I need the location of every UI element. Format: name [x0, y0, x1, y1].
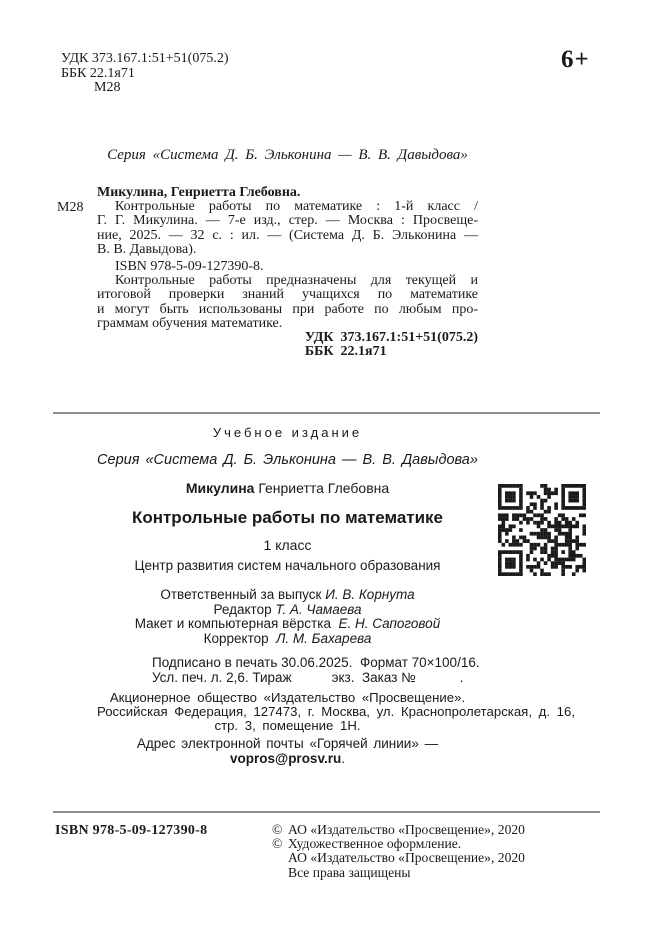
bbk-number: ББК 22.1я71 [61, 65, 135, 81]
udc-number: УДК 373.167.1:51+51(075.2) [61, 51, 229, 66]
isbn-line: ISBN 978-5-09-127390-8. [115, 259, 264, 275]
imprint-author [97, 480, 478, 496]
publisher-line: стр. 3, помещение 1Н. [214, 718, 361, 734]
copyright-line: Все права защищены [288, 864, 411, 880]
staff-line: Редактор Т. А. Чамаева [213, 601, 362, 617]
card-author-heading: Микулина, Генриетта Глебовна. [97, 185, 301, 200]
bib-line: ние, 2025. — 32 с. : ил. — (Система Д. Б. Эльконина — [97, 227, 478, 243]
annotation-line: граммам обучения математике. [97, 315, 283, 331]
print-line-1: Подписано в печать 30.06.2025. Формат 70×100/16. [152, 655, 480, 670]
copyright-line: АО «Издательство «Просвещение», 2020 [288, 850, 525, 866]
publisher-address [97, 690, 575, 734]
edition-kind: Учебное издание [212, 425, 363, 440]
bib-line: Контрольные работы по математике : 1-й класс / [115, 199, 478, 215]
bbk-number-right: ББК 22.1я71 [304, 344, 387, 360]
hotline-email-line: Адрес электронной почты «Горячей линии» — vopros@prosv.ru. [136, 736, 444, 766]
author-name: Генриетта Глебовна [254, 480, 390, 496]
publisher-line: Российская Федерация, 127473, г. Москва, ул. Краснопролетарская, д. 16, [97, 704, 575, 720]
copyright-block [272, 823, 525, 880]
catalogue-card [57, 185, 478, 360]
print-data [152, 656, 480, 685]
udc-number-right: УДК 373.167.1:51+51(075.2) [304, 330, 478, 346]
print-line-2: Усл. печ. л. 2,6. Тираж экз. Заказ № . [152, 669, 464, 685]
divider-bottom [53, 811, 600, 813]
bib-line: В. В. Давыдова). [97, 241, 197, 257]
footer-isbn: ISBN 978-5-09-127390-8 [55, 823, 208, 838]
author-sign-margin: М28 [57, 200, 84, 215]
divider-top [53, 412, 600, 414]
annotation-line: итоговой проверки знаний учащихся по математике [97, 287, 478, 303]
author-sign: М28 [94, 80, 121, 96]
catalogue-numbers [61, 52, 229, 96]
hotline-email: vopros@prosv.ru [230, 751, 342, 766]
age-rating-badge: 6+ [561, 46, 590, 73]
staff-line: Корректор Л. М. Бахарева [203, 630, 372, 646]
copyright-line: © Художественное оформление. [272, 836, 462, 852]
udc-bbk-block [305, 331, 478, 359]
qr-code [498, 484, 586, 576]
staff-line: Макет и компьютерная вёрстка Е. Н. Сапоговой [134, 616, 441, 632]
author-surname: Микулина [185, 480, 255, 496]
development-center: Центр развития систем начального образования [134, 558, 441, 573]
book-title: Контрольные работы по математике [131, 508, 444, 527]
staff-list [97, 588, 478, 646]
publisher-line: Акционерное общество «Издательство «Просвещение». [109, 690, 466, 705]
copyright-line: © АО «Издательство «Просвещение», 2020 [272, 822, 525, 837]
bib-line: Г. Г. Микулина. — 7-е изд., стер. — Москва : Просвеще- [97, 213, 478, 229]
series-line-imprint: Серия «Система Д. Б. Эльконина — В. В. Давыдова» [97, 452, 478, 468]
grade-line: 1 класс [263, 537, 312, 553]
series-line-top: Серия «Система Д. Б. Эльконина — В. В. Давыдова» [107, 147, 468, 163]
annotation-line: Контрольные работы предназначены для текущей и [115, 273, 478, 289]
staff-line: Ответственный за выпуск И. В. Корнута [160, 587, 415, 602]
annotation-line: и могут быть использованы при работе по любым про- [97, 301, 478, 317]
